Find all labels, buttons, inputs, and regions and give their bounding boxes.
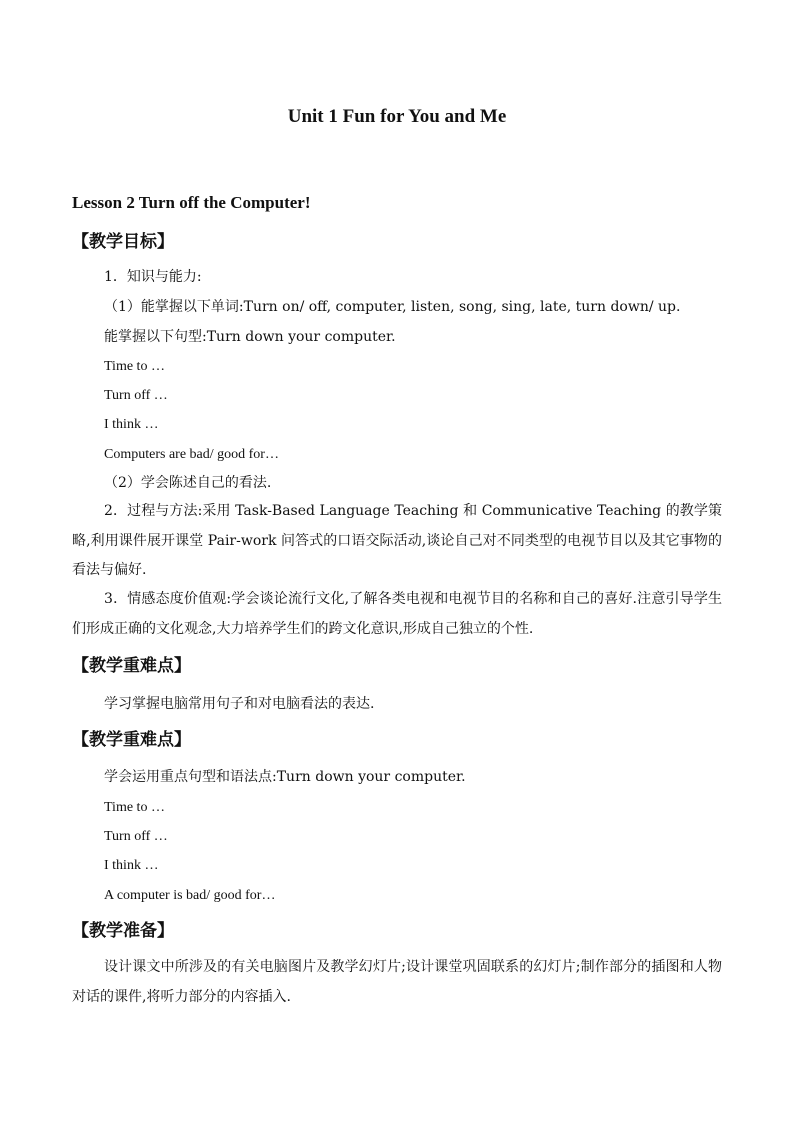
objective-1-pattern: Turn off … [104,388,168,403]
objective-1-vocabulary: （1）能掌握以下单词:Turn on/ off, computer, listen, song, sing, late, turn down/ up. [104,299,681,315]
lesson-title: Lesson 2 Turn off the Computer! [72,193,311,212]
objective-1-opinion: （2）学会陈述自己的看法. [104,475,272,491]
difficult-points-pattern: Turn off … [104,829,168,844]
key-points-text: 学习掌握电脑常用句子和对电脑看法的表达. [104,696,375,712]
objectives-heading: 【教学目标】 [72,232,174,252]
difficult-points-intro: 学会运用重点句型和语法点:Turn down your computer. [104,769,466,785]
preparation-heading: 【教学准备】 [72,921,174,941]
preparation-paragraph: 设计课文中所涉及的有关电脑图片及教学幻灯片;设计课堂巩固联系的幻灯片;制作部分的插图和人物对话的课件,将听力部分的内容插入. [72,959,722,1005]
objective-1-pattern: I think … [104,417,159,432]
unit-title: Unit 1 Fun for You and Me [287,106,507,127]
difficult-points-pattern: Time to … [104,800,165,815]
difficult-points-pattern: A computer is bad/ good for… [104,888,276,903]
objective-1-heading: 1．知识与能力: [104,269,202,285]
objective-2-paragraph: 2．过程与方法:采用 Task-Based Language Teaching 和 Communicative Teaching 的教学策略,利用课件展开课堂 Pair-work 问答式的口语交际活动,谈论自己对不同类型的电视节目以及其它事物的看法与偏好. [72,503,722,578]
difficult-points-pattern: I think … [104,858,159,873]
key-points-heading: 【教学重难点】 [72,656,191,676]
objective-3-paragraph: 3．情感态度价值观:学会谈论流行文化,了解各类电视和电视节目的名称和自己的喜好.注意引导学生们形成正确的文化观念,大力培养学生们的跨文化意识,形成自己独立的个性. [72,591,722,637]
difficult-points-heading: 【教学重难点】 [72,730,191,750]
objective-1-pattern: Computers are bad/ good for… [104,447,279,462]
objective-1-sentence-intro: 能掌握以下句型:Turn down your computer. [104,329,396,345]
objective-1-pattern: Time to … [104,359,165,374]
